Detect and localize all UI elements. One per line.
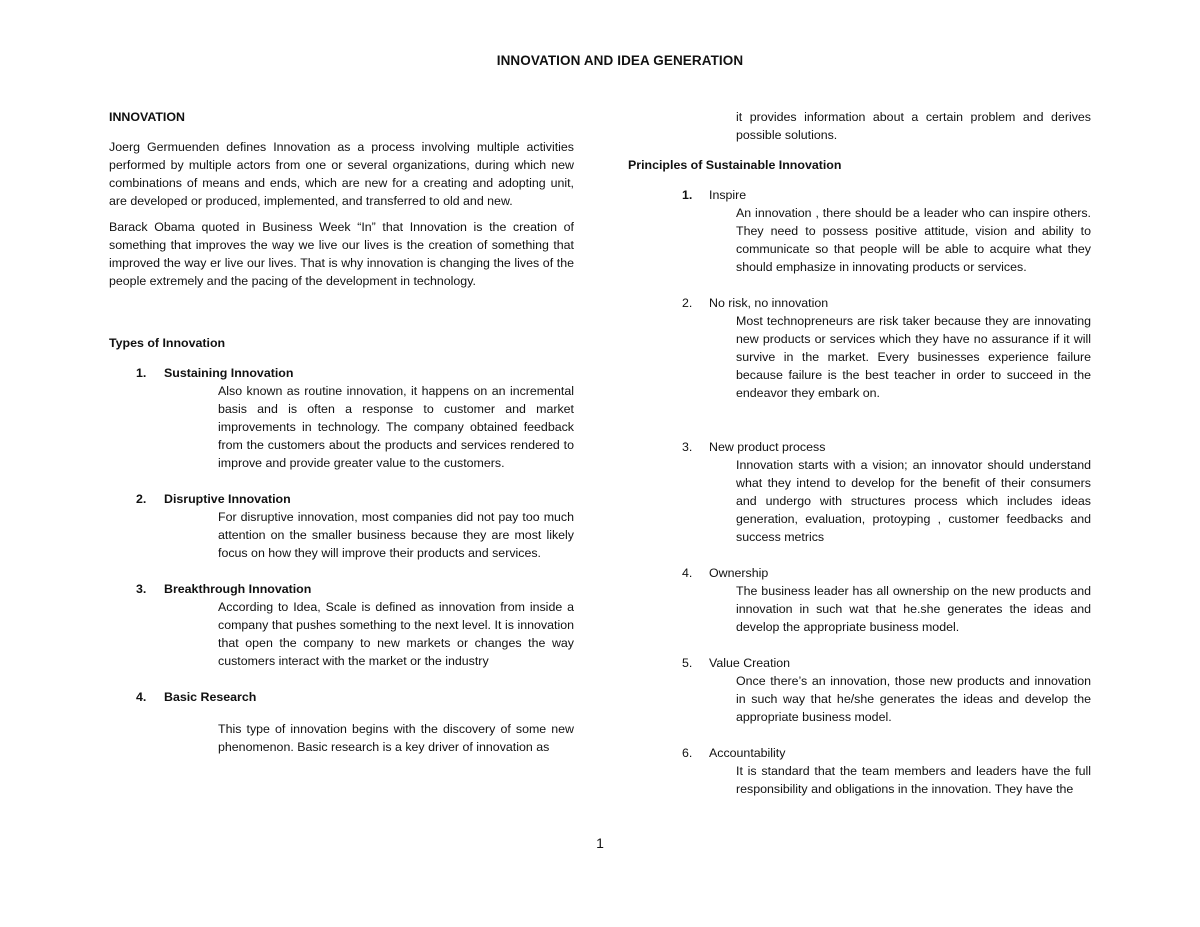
principle-body: The business leader has all ownership on the new products and innovation in such wat that he.she generates the ideas and develop the appropriate business model.	[736, 584, 1091, 634]
type-body: Also known as routine innovation, it happens on an incremental basis and is often a response to customer and market improvements in technology. The company obtained feedback from the customers about the products and services rendered to improve and provide greater value to the customers.	[218, 384, 574, 470]
type-item-sustaining	[109, 364, 574, 472]
continuation-text: it provides information about a certain problem and derives possible solutions.	[736, 110, 1091, 142]
principle-item-inspire	[628, 186, 1091, 276]
type-number: 1.	[136, 366, 147, 380]
type-number: 4.	[136, 690, 147, 704]
principle-body: An innovation , there should be a leader who can inspire others. They need to possess positive attitude, vision and ability to communicate so that people will be able to acquire what they should emphasize in innovating products or services.	[736, 206, 1091, 274]
type-item-basic-research	[109, 688, 574, 756]
principle-item-new-product	[628, 438, 1091, 546]
innovation-heading: INNOVATION	[109, 110, 185, 124]
principle-title: Ownership	[709, 566, 769, 580]
type-body: For disruptive innovation, most companies did not pay too much attention on the smaller business because they are most likely focus on how they will improve their products and services.	[218, 510, 574, 560]
principle-item-no-risk	[628, 294, 1091, 402]
principle-number: 1.	[682, 188, 693, 202]
principle-body: Most technopreneurs are risk taker because they are innovating new products or services which they have no assurance if it will survive in the market. Every businesses experience failure because failure is the best teacher in order to succeed in the endeavor they embark on.	[736, 314, 1091, 400]
principle-number: 6.	[682, 746, 693, 760]
type-item-disruptive	[109, 490, 574, 562]
type-title: Disruptive Innovation	[164, 492, 291, 506]
principle-number: 4.	[682, 566, 693, 580]
principle-title: No risk, no innovation	[709, 296, 829, 310]
obama-paragraph: Barack Obama quoted in Business Week “In” that Innovation is the creation of something that improves the way we live our lives is the creation of something that improved the way er live our lives. That is why innovation is changing the lives of the people extremely and the pacing of the development in technology.	[109, 220, 574, 288]
principles-heading: Principles of Sustainable Innovation	[628, 158, 842, 172]
page-number: 1	[596, 835, 604, 851]
principle-title: New product process	[709, 440, 826, 454]
principle-title: Accountability	[709, 746, 786, 760]
right-column	[628, 108, 1091, 798]
principle-number: 2.	[682, 296, 693, 310]
type-number: 3.	[136, 582, 147, 596]
principle-title: Value Creation	[709, 656, 791, 670]
principle-body: Innovation starts with a vision; an innovator should understand what they intend to develop for the benefit of their consumers and undergo with structures process which includes ideas generation, evaluation, protoyping , customer feedbacks and success metrics	[736, 458, 1091, 544]
type-title: Basic Research	[164, 690, 257, 704]
type-body: This type of innovation begins with the discovery of some new phenomenon. Basic research is a key driver of innovation as	[218, 722, 574, 754]
principle-number: 3.	[682, 440, 693, 454]
type-title: Breakthrough Innovation	[164, 582, 312, 596]
type-item-breakthrough	[109, 580, 574, 670]
type-title: Sustaining Innovation	[164, 366, 294, 380]
type-number: 2.	[136, 492, 147, 506]
principle-number: 5.	[682, 656, 693, 670]
principle-body: Once there’s an innovation, those new products and innovation in such way that he/she generates the ideas and develop the appropriate business model.	[736, 674, 1091, 724]
left-column	[109, 108, 574, 756]
types-heading: Types of Innovation	[109, 336, 226, 350]
type-body: According to Idea, Scale is defined as innovation from inside a company that pushes something to the next level. It is innovation that open the company to new markets or changes the way customers interact with the market or the industry	[218, 600, 574, 668]
principle-body: It is standard that the team members and leaders have the full responsibility and obligations in the innovation. They have the	[736, 764, 1091, 796]
document-title: INNOVATION AND IDEA GENERATION	[496, 53, 744, 68]
principle-item-ownership	[628, 564, 1091, 636]
principle-item-accountability	[628, 744, 1091, 798]
principle-title: Inspire	[709, 188, 747, 202]
principle-item-value-creation	[628, 654, 1091, 726]
germuenden-paragraph: Joerg Germuenden defines Innovation as a process involving multiple activities performed by multiple actors from one or several organizations, during which new combinations of means and ends, which are new for a creating and adopting unit, are developed or produced, implemented, and transferred to old and new.	[109, 140, 574, 208]
